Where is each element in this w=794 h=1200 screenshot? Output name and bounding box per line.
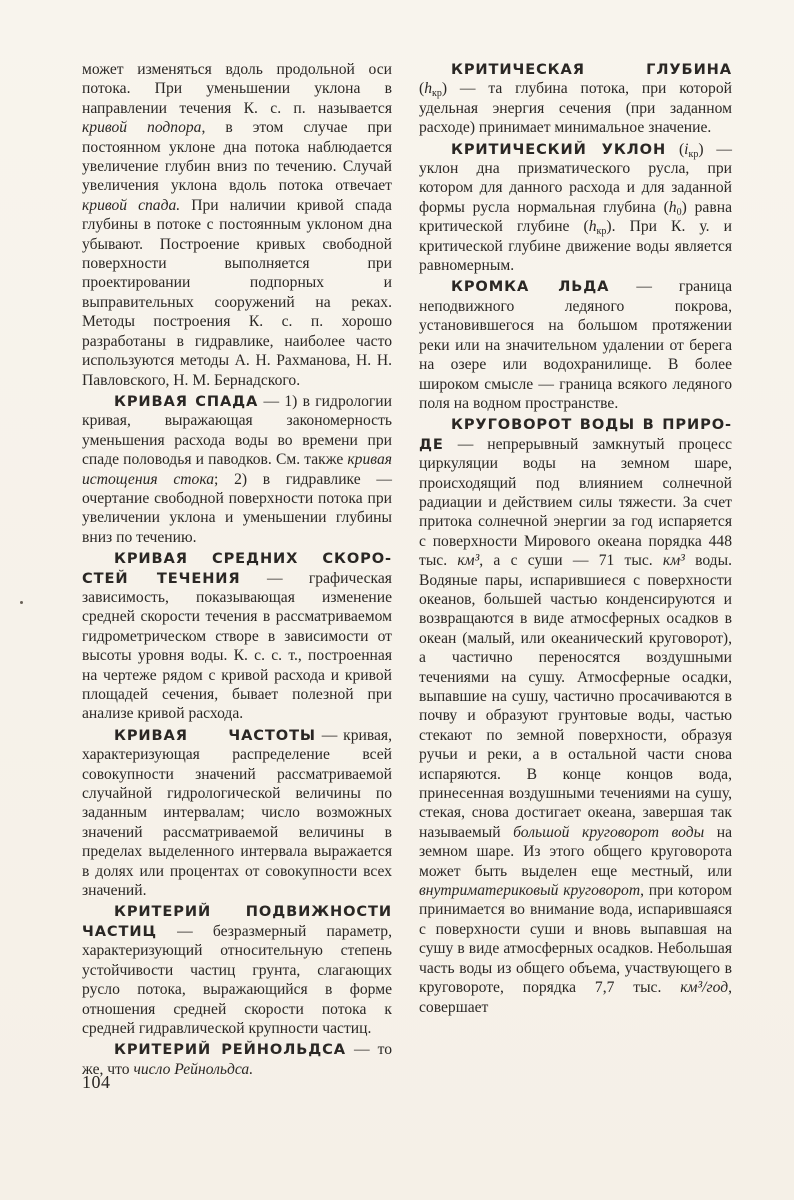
entry-text: ; 2) в гидравлике — очертание свободной поверхности потока при увеличении уклона и уменьшении глубины вниз по течению. — [82, 470, 392, 546]
entry-text: на земном шаре. Из этого общего круговорота может быть выделен еще местный, или — [419, 823, 732, 880]
math-subscript: кр — [688, 148, 699, 160]
italic-term: кривая истощения стока — [82, 451, 392, 488]
italic-term: кривой спада. — [82, 196, 181, 214]
entry-text: ). При К. у. и критической глубине движение воды является равномерным. — [419, 218, 732, 275]
entry-krugovorot-vody — [419, 415, 732, 1017]
entry-text: , совершает — [419, 979, 732, 1016]
entry-text: ) — уклон дна призматического русла, при котором для данного расхода и для заданной формы русла нормальная глубина ( — [419, 140, 733, 216]
entry-text: воды. Водяные пары, испарившиеся с поверхности океанов, большей частью конденсируются и возвращаются в виде атмосферных осадков в океан (малый, или океанический круговорот), а частично переносятся воздушными течениями на сушу. Атмосферные осадки, выпавшие на сушу, частично просачиваются в почву и образуют грунтовые воды, частью стекают по земной поверхности, образуя ручьи и реки, а в остальной части снова испаряются. В конце концов вода, принесенная воздушными течениями на сушу, стекая, снова достигает океана, завершая так называемый — [419, 552, 732, 841]
entry-krivaya-srednih-skorostey — [82, 569, 392, 724]
math-symbol: h — [588, 218, 597, 236]
entry-headword: КРИВАЯ — [114, 726, 188, 744]
headword-part: КРИТЕРИЙ — [114, 903, 212, 921]
entry-headword: КРОМКА ЛЬДА — [451, 278, 610, 296]
entry-text: — графическая зависимость, показывающая изменение средней скорости течения в рассматриваемом гидрометрическом створе в зависимости от высоты уровня воды. К. с. с. т., построенная на чертеже рядом с кривой расхода и кривой площадей сечения, бывает полезной при анализе кривой расхода. — [82, 569, 392, 723]
unit: км³ — [662, 552, 685, 570]
entry-headword — [419, 60, 732, 79]
entry-headword — [82, 902, 392, 921]
entry-continuation — [82, 60, 392, 390]
headword-part: СРЕДНИХ — [211, 550, 299, 568]
unit: км³ — [457, 552, 480, 570]
math-symbol: h — [424, 80, 432, 98]
headword-part: ПОДВИЖНОСТИ — [245, 903, 392, 921]
entry-text: При наличии кривой спада глубины в потоке с постоянным уклоном дна убывают. Построение кривых свободной поверхности выполняется при проектировании подпорных и выправительных сооружений на реках. Методы построения К. с. п. хорошо разработаны в гидравлике, наиболее часто используются методы А. Н. Рахманова, Н. Н. Павловского, Н. М. Бернадского. — [82, 196, 392, 389]
entry-text: — граница неподвижного ледяного покрова, установившегося на большом протяжении реки или на значительном удалении от берега на озере или водохранилище. В более широком смысле — граница всякого ледяного поля на водном пространстве. — [419, 278, 732, 412]
page-number: 104 — [82, 1072, 111, 1092]
entry-text: ( — [419, 80, 425, 98]
entry-text: , в этом случае при постоянном уклоне дна потока наблюдается увеличение глубин вниз по течению. Случай увеличения уклона вдоль потока отвечает — [82, 119, 392, 195]
entry-text: , а с суши — 71 тыс. — [479, 552, 663, 570]
entry-kriteriy-podvizhnosti — [82, 922, 392, 1038]
entry-kriticheskiy-uklon — [419, 140, 732, 276]
print-speck — [20, 601, 23, 604]
headword-part: КРИВАЯ — [114, 550, 188, 568]
entry-kromka-lda — [419, 277, 732, 413]
italic-term: большой круговорот воды — [513, 823, 705, 841]
entry-text: ) равна критической глубине ( — [419, 198, 732, 236]
entry-kriticheskaya-glubina — [419, 79, 732, 137]
entry-headword: ЧАСТИЦ — [82, 922, 157, 940]
entry-headword: ЧАСТОТЫ — [228, 726, 316, 744]
entry-text: ( — [666, 140, 685, 158]
entry-text: — безразмерный параметр, характеризующий относительную степень устойчивости частиц грунта, слагающих русло потока, выражающийся в форме отношения средней скорости потока к средней гидравлической крупности частиц. — [82, 922, 392, 1037]
entry-krivaya-spada — [82, 392, 392, 547]
entry-text: , при котором принимается во внимание вода, испарившаяся с поверхности суши и вновь выпавшая на сушу в виде атмосферных осадков. Небольшая часть воды из общего объема, участвующего в круговороте, порядка 7,7 тыс. — [419, 882, 732, 997]
entry-headword: ДЕ — [419, 435, 444, 453]
entry-text: — 1) в гидрологии кривая, выражающая закономерность уменьшения расхода воды во времени при спаде половодья и паводков. См. также — [82, 392, 392, 469]
entry-krivaya-chastoty — [82, 726, 392, 901]
italic-term: число Рейнольдса. — [133, 1060, 254, 1078]
headword-part: КРИТИЧЕСКАЯ — [451, 61, 585, 78]
headword-part: СКОРО- — [322, 550, 392, 568]
entry-text: — непрерывный замкнутый процесс циркуляции воды на земном шаре, происходящий под влиянием солнечной радиации и действием силы тяжести. За счет притока солнечной энергии за год испаряется с поверхности Мирового океана порядка 448 тыс. — [419, 435, 732, 570]
math-subscript: кр — [432, 88, 442, 100]
italic-term: внутриматериковый круговорот — [419, 882, 641, 900]
entry-headword: КРИВАЯ СПАДА — [114, 392, 259, 410]
math-subscript: 0 — [676, 206, 682, 218]
math-symbol: i — [684, 140, 689, 158]
entry-headword: СТЕЙ ТЕЧЕНИЯ — [82, 569, 241, 587]
headword-part: ГЛУБИНА — [646, 61, 732, 78]
right-column — [419, 60, 732, 1017]
entry-headword: КРУГОВОРОТ ВОДЫ В ПРИРО- — [451, 416, 732, 434]
entry-kriteriy-reynoldsa — [82, 1040, 392, 1079]
entry-text: может изменяться вдоль продольной оси потока. При уменьшении уклона в направлении течения К. с. п. называется — [82, 61, 392, 117]
italic-term: кривой подпора — [82, 119, 202, 137]
entry-text: ) — та глубина потока, при которой удельная энергия сечения (при заданном расходе) принимает минимальное значение. — [419, 80, 732, 137]
math-symbol: h — [668, 198, 677, 216]
entry-headword: КРИТИЧЕСКИЙ УКЛОН — [451, 140, 667, 158]
entry-headword: КРИТЕРИЙ РЕЙНОЛЬДСА — [114, 1041, 346, 1059]
entry-text: — то же, что — [82, 1041, 393, 1078]
unit: км³/год — [680, 979, 729, 997]
left-column — [82, 60, 392, 1079]
entry-headword — [82, 549, 392, 568]
math-subscript: кр — [596, 226, 607, 238]
entry-text: — кривая, характеризующая распределение всей совокупности значений рассматриваемой случайной гидрологической величины по заданным интервалам; число возможных значений рассматриваемой величины в пределах выделенного интервала выражается в долях или процентах от совокупности всех значений. — [82, 726, 392, 900]
